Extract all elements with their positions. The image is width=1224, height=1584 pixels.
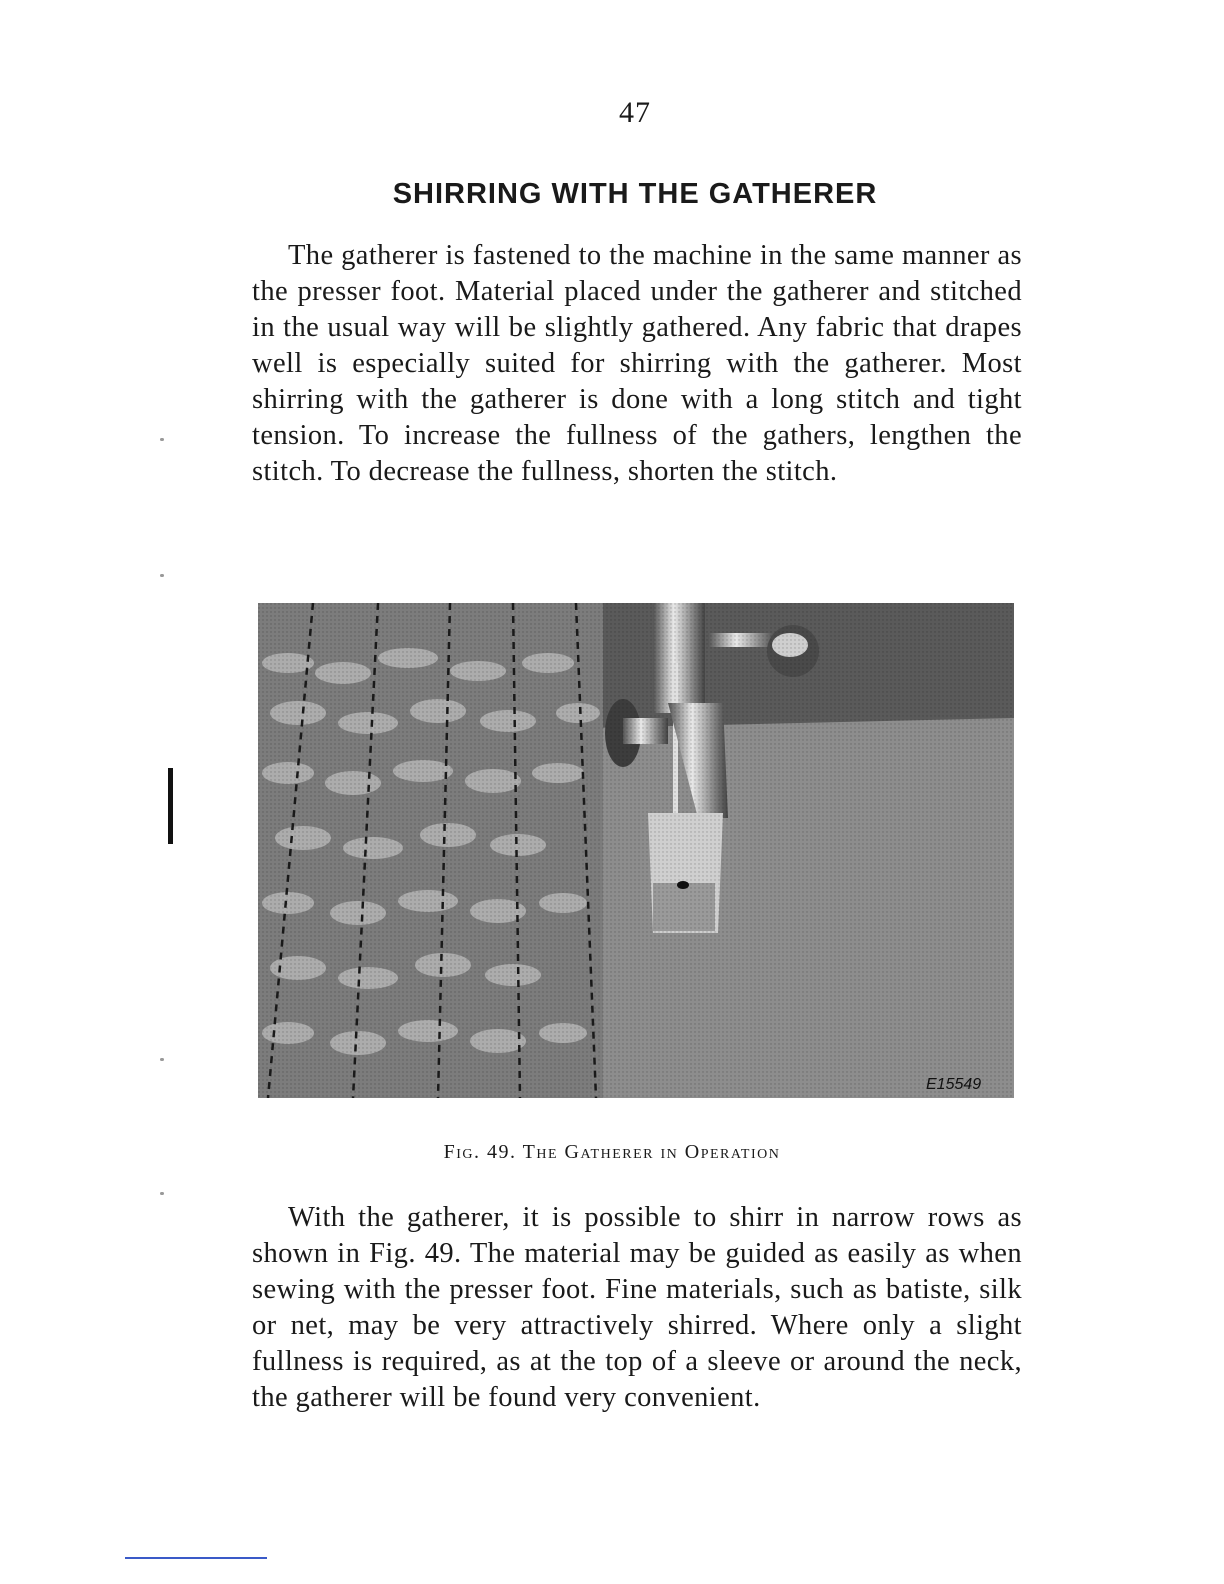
intro-paragraph: The gatherer is fastened to the machine in the same manner as the presser foot. Material placed under the gatherer and stitched in the usual way will be slightly gathered. Any fabric that drapes well is especially suited for shirring with the gatherer. Most shirring with the gatherer is done with a long stitch and tight tension. To increase the fullness of the gathers, lengthen the stitch. To decrease the fullness, shorten the stitch. [252,240,1022,487]
closing-paragraph: With the gatherer, it is possible to shirr in narrow rows as shown in Fig. 49. The material may be guided as easily as when sewing with the presser foot. Fine materials, such as batiste, silk or net, may be very attractively shirred. Where only a slight fullness is required, as at the top of a sleeve or around the neck, the gatherer will be found very convenient. [252,1202,1022,1413]
figure-caption: Fig. 49. The Gatherer in Operation [443,1141,781,1163]
margin-bar-mark [168,768,173,844]
scan-speck [160,438,164,441]
scan-speck [160,574,164,577]
figure-49-photo [258,603,1014,1098]
scan-speck [160,1058,164,1061]
page-number: 47 [619,96,651,129]
section-heading: SHIRRING WITH THE GATHERER [392,178,878,210]
scan-speck [160,1192,164,1195]
plate-number: E15549 [926,1076,982,1093]
footer-rule [125,1557,267,1559]
